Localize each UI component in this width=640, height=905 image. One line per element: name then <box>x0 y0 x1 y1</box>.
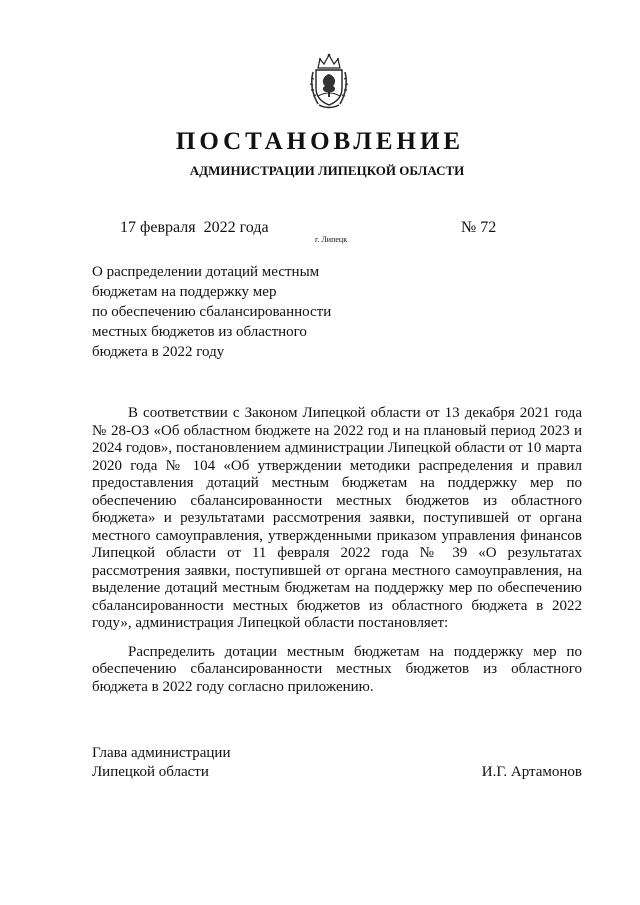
subject-line: по обеспечению сбалансированности <box>92 304 332 320</box>
document-body <box>92 405 582 707</box>
document-title: ПОСТАНОВЛЕНИЕ <box>175 128 465 155</box>
subject-line: бюджета в 2022 году <box>92 344 225 360</box>
body-paragraph: В соответствии с Законом Липецкой области от 13 декабря 2021 года № 28-ОЗ «Об областном бюджете на 2022 год и на плановый период 2023 и 2024 годов», постановлением администрации Липецкой области от 10 марта 2020 года № 104 «Об утверждении методики распределения и правил предоставления дотаций местным бюджетам на поддержку мер по обеспечению сбалансированности местных бюджетов из областного бюджета» и результатами рассмотрения заявки, поступившей от органа местного самоуправления, утвержденными приказом управления финансов Липецкой области от 11 февраля 2022 года № 39 «О результатах рассмотрения заявки, поступившей от органа местного самоуправления, на выделение дотаций местным бюджетам на поддержку мер по обеспечению сбалансированности местных бюджетов из областного бюджета в 2022 году», администрация Липецкой области постановляет: <box>92 405 582 631</box>
issuing-authority: АДМИНИСТРАЦИИ ЛИПЕЦКОЙ ОБЛАСТИ <box>189 163 465 178</box>
subject-line: бюджетам на поддержку мер <box>92 284 277 300</box>
signatory-name: И.Г. Артамонов <box>481 764 582 780</box>
signature-block <box>92 744 582 782</box>
subject-line: местных бюджетов из областного <box>92 324 307 340</box>
signatory-region: Липецкой области <box>92 764 209 780</box>
signatory-position: Глава администрации <box>92 745 231 761</box>
coat-of-arms-icon <box>308 52 350 110</box>
document-place: г. Липецк <box>315 235 348 244</box>
document-number: № 72 <box>461 219 497 236</box>
body-paragraph: Распределить дотации местным бюджетам на поддержку мер по обеспечению сбалансированности местных бюджетов из областного бюджета в 2022 году согласно приложению. <box>92 643 582 695</box>
document-subject <box>92 262 392 362</box>
subject-line: О распределении дотаций местным <box>92 264 320 280</box>
document-date: 17 февраля 2022 года <box>120 219 269 236</box>
